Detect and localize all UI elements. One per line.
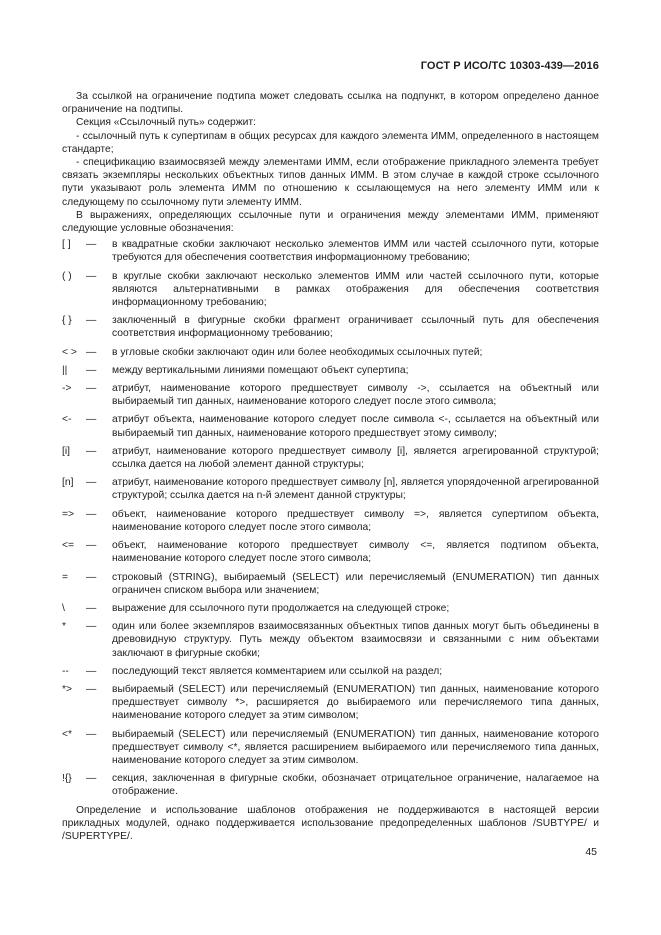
notation-dash: —	[86, 477, 97, 489]
notation-item	[62, 665, 599, 678]
notation-symbol: ||	[62, 364, 68, 376]
notation-item	[62, 445, 599, 471]
notation-symbol: [i]	[62, 445, 71, 457]
notation-item	[62, 728, 599, 768]
notation-item	[62, 238, 599, 264]
notation-symbol: [ ]	[62, 239, 71, 251]
notation-symbol: <*	[62, 728, 73, 740]
notation-description: атрибут, наименование которого предшествует символу ->, ссылается на объектный или выбираемый тип данных, наименование которого следует после этого символа;	[112, 383, 599, 408]
notation-description: последующий текст является комментарием или ссылкой на раздел;	[112, 665, 443, 677]
notation-item	[62, 270, 599, 310]
intro-paragraph: - ссылочный путь к супертипам в общих ресурсах для каждого элемента ИММ, определенного в настоящем стандарте;	[62, 130, 599, 155]
notation-symbol: <-	[62, 414, 72, 426]
notation-dash: —	[86, 315, 97, 327]
notation-item	[62, 571, 599, 597]
intro-paragraph: Секция «Ссылочный путь» содержит:	[76, 117, 256, 129]
notation-symbol: *>	[62, 683, 73, 695]
notation-item	[62, 620, 599, 660]
notation-description: выражение для ссылочного пути продолжается на следующей строке;	[112, 602, 450, 614]
notation-item	[62, 476, 599, 502]
notation-description: выбираемый (SELECT) или перечисляемый (ENUMERATION) тип данных, наименование которого предшествует символу *>, расширяется до выбираемого или перечисляемого типа данных, наименование которого следует за этим символом;	[112, 683, 599, 722]
notation-list	[62, 238, 599, 798]
intro-paragraph: За ссылкой на ограничение подтипа может следовать ссылка на подпункт, в котором определено данное ограничение на подтипы.	[62, 91, 599, 116]
notation-item	[62, 683, 599, 723]
notation-dash: —	[86, 540, 97, 552]
notation-dash: —	[86, 773, 97, 785]
notation-symbol: *	[62, 621, 67, 633]
notation-dash: —	[86, 364, 97, 376]
page-number: 45	[585, 846, 597, 858]
notation-description: атрибут объекта, наименование которого следует после символа <-, ссылается на объектный или выбираемый тип данных, наименование которого предшествует этому символу;	[112, 414, 599, 439]
notation-dash: —	[86, 346, 97, 358]
notation-symbol: =	[62, 571, 69, 583]
standard-header: ГОСТ Р ИСО/ТС 10303-439—2016	[420, 60, 599, 72]
notation-dash: —	[86, 270, 97, 282]
notation-item	[62, 413, 599, 439]
notation-dash: —	[86, 239, 97, 251]
notation-description: объект, наименование которого предшествует символу <=, является подтипом объекта, наименование которого следует после этого символа;	[112, 540, 599, 565]
notation-symbol: { }	[62, 315, 72, 327]
notation-item	[62, 364, 599, 377]
notation-item	[62, 382, 599, 408]
intro-paragraph: В выражениях, определяющих ссылочные пути и ограничения между элементами ИММ, применяют следующие условные обозначения:	[62, 209, 599, 235]
notation-item	[62, 602, 599, 615]
notation-dash: —	[86, 728, 97, 740]
notation-description: атрибут, наименование которого предшествует символу [i], является агрегированной структурой; ссылка дается на любой элемент данной структуры;	[112, 445, 599, 471]
notation-description: строковый (STRING), выбираемый (SELECT) или перечисляемый (ENUMERATION) тип данных ограничен списком выбора или значением;	[112, 571, 599, 596]
notation-description: заключенный в фигурные скобки фрагмент ограничивает ссылочный путь для обеспечения соответствия информационному требованию;	[112, 315, 599, 340]
notation-dash: —	[86, 383, 97, 395]
notation-description: объект, наименование которого предшествует символу =>, является супертипом объекта, наименование которого следует после этого символа;	[112, 508, 599, 533]
notation-description: один или более экземпляров взаимосвязанных объектных типов данных могут быть объединены в древовидную структуру. Путь между объектом взаимосвязи и связанными с ним объектами заключают в фигурные скобки;	[112, 621, 599, 659]
intro-paragraph: - спецификацию взаимосвязей между элементами ИММ, если отображение прикладного элемента требует связать экземпляры нескольких объектных типов данных ИММ. В этом случае в каждой строке ссылочного пути указывают роль элемента ИММ по отношению к ссылающемуся на него элементу ИММ или к следующему по ссылочному пути элементу ИММ.	[62, 157, 599, 208]
notation-description: атрибут, наименование которого предшествует символу [n], является упорядоченной агрегированной структурой; ссылка дается на n-й элемент данной структуры;	[112, 477, 599, 502]
notation-symbol: =>	[62, 508, 75, 520]
notation-description: в угловые скобки заключают один или более необходимых ссылочных путей;	[112, 346, 483, 358]
notation-item	[62, 539, 599, 565]
notation-description: в круглые скобки заключают несколько элементов ИММ или частей ссылочного пути, которые являются альтернативными в рамках отображения для обеспечения соответствия информационному требованию;	[112, 270, 599, 309]
notation-description: в квадратные скобки заключают несколько элементов ИММ или частей ссылочного пути, которые требуются для обеспечения соответствия информационному требованию;	[112, 239, 599, 264]
notation-dash: —	[86, 665, 97, 677]
notation-dash: —	[86, 508, 97, 520]
notation-item	[62, 346, 599, 359]
closing-paragraph: Определение и использование шаблонов отображения не поддерживаются в настоящей версии прикладных модулей, однако поддерживается использование предопределенных шаблонов /SUBTYPE/ и /SUPERTYPE/.	[62, 804, 599, 842]
notation-description: выбираемый (SELECT) или перечисляемый (ENUMERATION) тип данных, наименование которого предшествует символу <*, является расширением выбираемого или перечисляемого типа данных, наименование которого следует за этим символом.	[112, 728, 599, 766]
notation-dash: —	[86, 602, 97, 614]
notation-symbol: < >	[62, 346, 77, 358]
notation-dash: —	[86, 571, 97, 583]
notation-symbol: [n]	[62, 477, 74, 489]
notation-description: между вертикальными линиями помещают объект супертипа;	[112, 364, 409, 376]
notation-dash: —	[86, 621, 97, 633]
notation-item	[62, 508, 599, 534]
document-body	[62, 90, 599, 843]
notation-symbol: --	[62, 665, 69, 677]
notation-description: секция, заключенная в фигурные скобки, обозначает отрицательное ограничение, налагаемое на отображение.	[112, 773, 599, 798]
notation-symbol: ->	[62, 383, 72, 395]
notation-dash: —	[86, 414, 97, 426]
notation-symbol: !{}	[62, 773, 72, 785]
notation-item	[62, 314, 599, 340]
notation-dash: —	[86, 445, 97, 457]
notation-item	[62, 772, 599, 798]
notation-dash: —	[86, 683, 97, 695]
notation-symbol: <=	[62, 540, 75, 552]
notation-symbol: \	[62, 602, 65, 614]
notation-symbol: ( )	[62, 270, 72, 282]
